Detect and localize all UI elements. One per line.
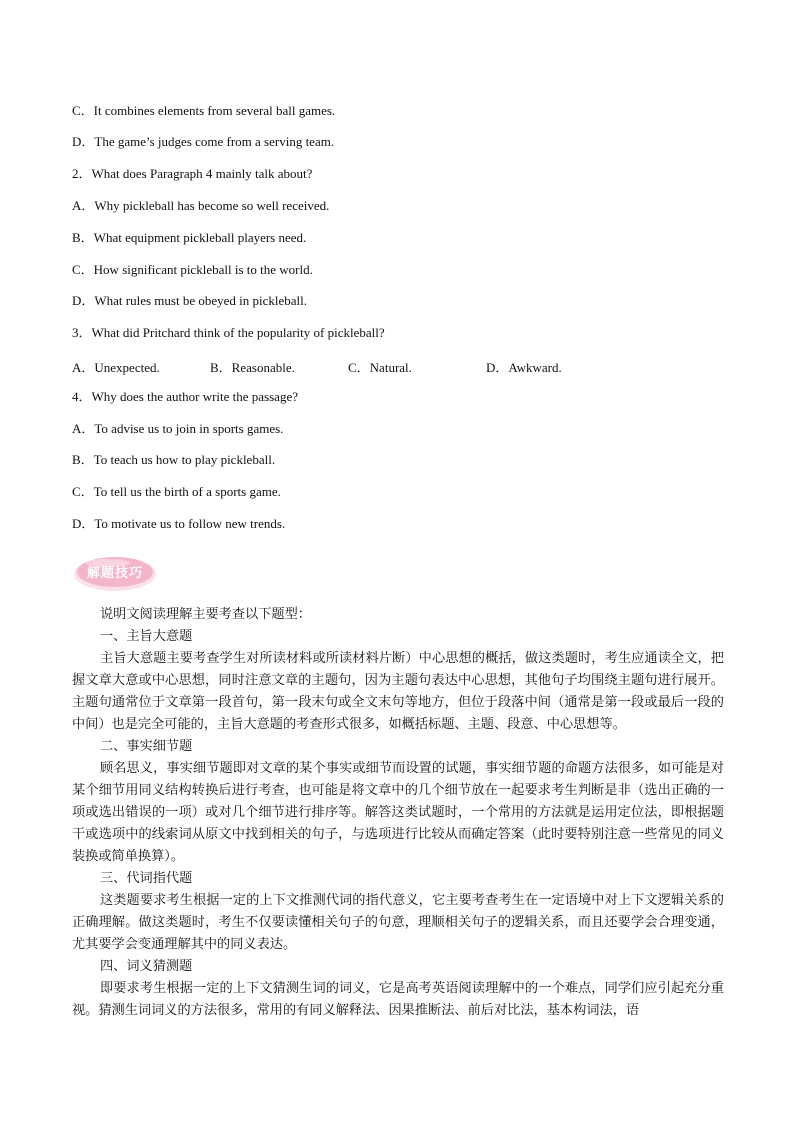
heading-detail: 二、事实细节题 xyxy=(100,739,193,754)
heading-word-meaning: 四、词义猜测题 xyxy=(100,959,193,974)
tips-intro: 说明文阅读理解主要考查以下题型： xyxy=(100,607,311,622)
q2-option-c: C．How significant pickleball is to the world. xyxy=(72,262,313,277)
tips-content xyxy=(72,604,724,1022)
q4-option-d: D．To motivate us to follow new trends. xyxy=(72,516,286,531)
q3-option-c: C．Natural. xyxy=(348,360,412,375)
q1-option-d: D．The game’s judges come from a serving team. xyxy=(72,134,335,149)
q2-option-d: D．What rules must be obeyed in pickleball. xyxy=(72,293,308,308)
q2-option-a: A．Why pickleball has become so well received. xyxy=(72,198,330,213)
question-3: 3．What did Pritchard think of the popularity of pickleball? xyxy=(72,325,385,340)
question-2: 2．What does Paragraph 4 mainly talk about? xyxy=(72,166,313,181)
q3-option-a: A．Unexpected. xyxy=(72,360,160,375)
q4-option-b: B．To teach us how to play pickleball. xyxy=(72,452,276,467)
question-4: 4．Why does the author write the passage? xyxy=(72,389,298,404)
q4-option-a: A．To advise us to join in sports games. xyxy=(72,421,284,436)
paragraph-detail: 顾名思义，事实细节题即对文章的某个事实或细节而设置的试题，事实细节题的命题方法很多，如可能是对某个细节用同义结构转换后进行考查，也可能是将文章中的几个细节放在一起要求考生判断是非（选出正确的一项或选出错误的一项）或对几个细节进行排序等。解答这类试题时，一个常用的方法就是运用定位法，即根据题干或选项中的线索词从原文中找到相关的句子，与选项进行比较从而确定答案（此时要特别注意一些常见的同义装换或简单换算）。 xyxy=(72,761,724,864)
q3-option-d: D．Awkward. xyxy=(486,360,562,375)
paragraph-word-meaning: 即要求考生根据一定的上下文猜测生词的词义，它是高考英语阅读理解中的一个难点，同学们应引起充分重视。猜测生词词义的方法很多，常用的有同义解释法、因果推断法、前后对比法，基本构词法，语 xyxy=(72,981,724,1018)
q1-option-c: C．It combines elements from several ball games. xyxy=(72,103,336,118)
paragraph-main-idea: 主旨大意题主要考查学生对所读材料或所读材料片断）中心思想的概括，做这类题时，考生应通读全文，把握文章大意或中心思想，同时注意文章的主题句，因为主题句表达中心思想，其他句子均围绕主题句进行展开。主题句通常位于文章第一段首句，第一段末句或全文末句等地方，但位于段落中间（通常是第一段或最后一段的中间）也是完全可能的，主旨大意题的考查形式很多，如概括标题、主题、段意、中心思想等。 xyxy=(72,651,724,732)
q3-options xyxy=(72,357,672,373)
q2-option-b: B．What equipment pickleball players need. xyxy=(72,230,307,245)
heading-main-idea: 一、主旨大意题 xyxy=(100,629,193,644)
q4-option-c: C．To tell us the birth of a sports game. xyxy=(72,484,281,499)
q3-option-b: B．Reasonable. xyxy=(210,360,295,375)
tips-badge-label: 解题技巧 xyxy=(86,566,144,581)
tips-badge xyxy=(72,551,158,593)
paragraph-pronoun: 这类题要求考生根据一定的上下文推测代词的指代意义，它主要考查考生在一定语境中对上下文逻辑关系的正确理解。做这类题时，考生不仅要读懂相关句子的句意，理顺相关句子的逻辑关系，而且还要学会合理变通，尤其要学会变通理解其中的同义表达。 xyxy=(72,893,724,952)
heading-pronoun: 三、代词指代题 xyxy=(100,871,193,886)
